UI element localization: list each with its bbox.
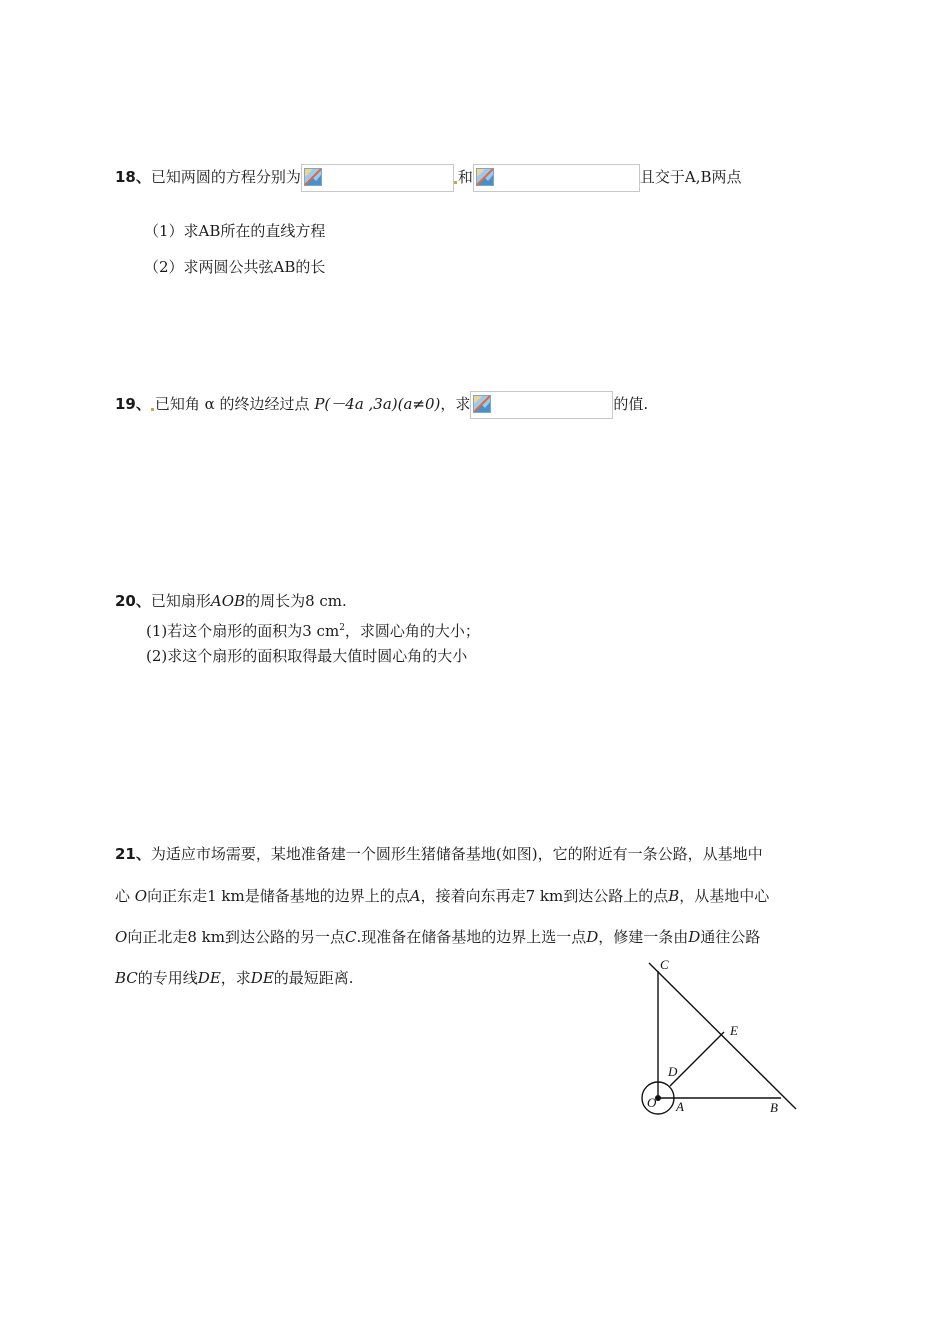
geometry-figure (630, 955, 810, 1125)
road-bc (649, 963, 796, 1109)
equation-image-2 (473, 164, 640, 192)
label-d: D (668, 1064, 678, 1079)
q18-line: 18、已知两圆的方程分别为 和 且交于A,B两点 (115, 164, 742, 192)
point-p: P(－4a ,3a)(a≠0) (314, 395, 441, 413)
label-c: C (660, 957, 669, 972)
q21-line2: 心 O向正东走1 km是储备基地的边界上的点A，接着向东再走7 km到达公路上的点B，从基地中心 (115, 887, 770, 905)
question-number: 18、 (115, 168, 151, 186)
q18-text: 已知两圆的方程分别为 (150, 168, 301, 186)
q20-part1: (1)若这个扇形的面积为3 $cm^2$，求圆心角的大小； (146, 622, 480, 640)
label-o: O (647, 1095, 657, 1110)
question-number: 20、 (115, 592, 151, 610)
q18-part1: （1）求AB所在的直线方程 (144, 222, 326, 240)
question-number: 21、 (115, 845, 151, 863)
broken-image-icon (476, 168, 494, 186)
question-number: 19、 (115, 395, 151, 413)
q20-part2: (2)求这个扇形的面积取得最大值时圆心角的大小 (146, 647, 468, 665)
label-a: A (676, 1099, 684, 1114)
anchor-mark (151, 408, 154, 411)
broken-image-icon (304, 168, 322, 186)
label-b: B (770, 1100, 778, 1115)
q21-line1: 21、为适应市场需要，某地准备建一个圆形生猪储备基地(如图)，它的附近有一条公路，从基地中 (115, 845, 763, 863)
q19-line: 19、 已知角 α 的终边经过点 P(－4a ,3a)(a≠0)，求 的值. (115, 391, 648, 419)
q21-line4: BC的专用线DE，求DE的最短距离. (115, 969, 354, 987)
q20-line: 20、已知扇形AOB的周长为8 cm. (115, 592, 347, 610)
broken-image-icon (473, 395, 491, 413)
equation-image-3 (470, 391, 613, 419)
q18-part2: （2）求两圆公共弦AB的长 (144, 258, 326, 276)
segment-de (670, 1032, 724, 1086)
q21-line3: O向正北走8 km到达公路的另一点C.现准备在储备基地的边界上选一点D，修建一条由D通往公路 (115, 928, 761, 946)
equation-image-1 (301, 164, 454, 192)
label-e: E (730, 1023, 738, 1038)
anchor-mark (454, 181, 457, 184)
